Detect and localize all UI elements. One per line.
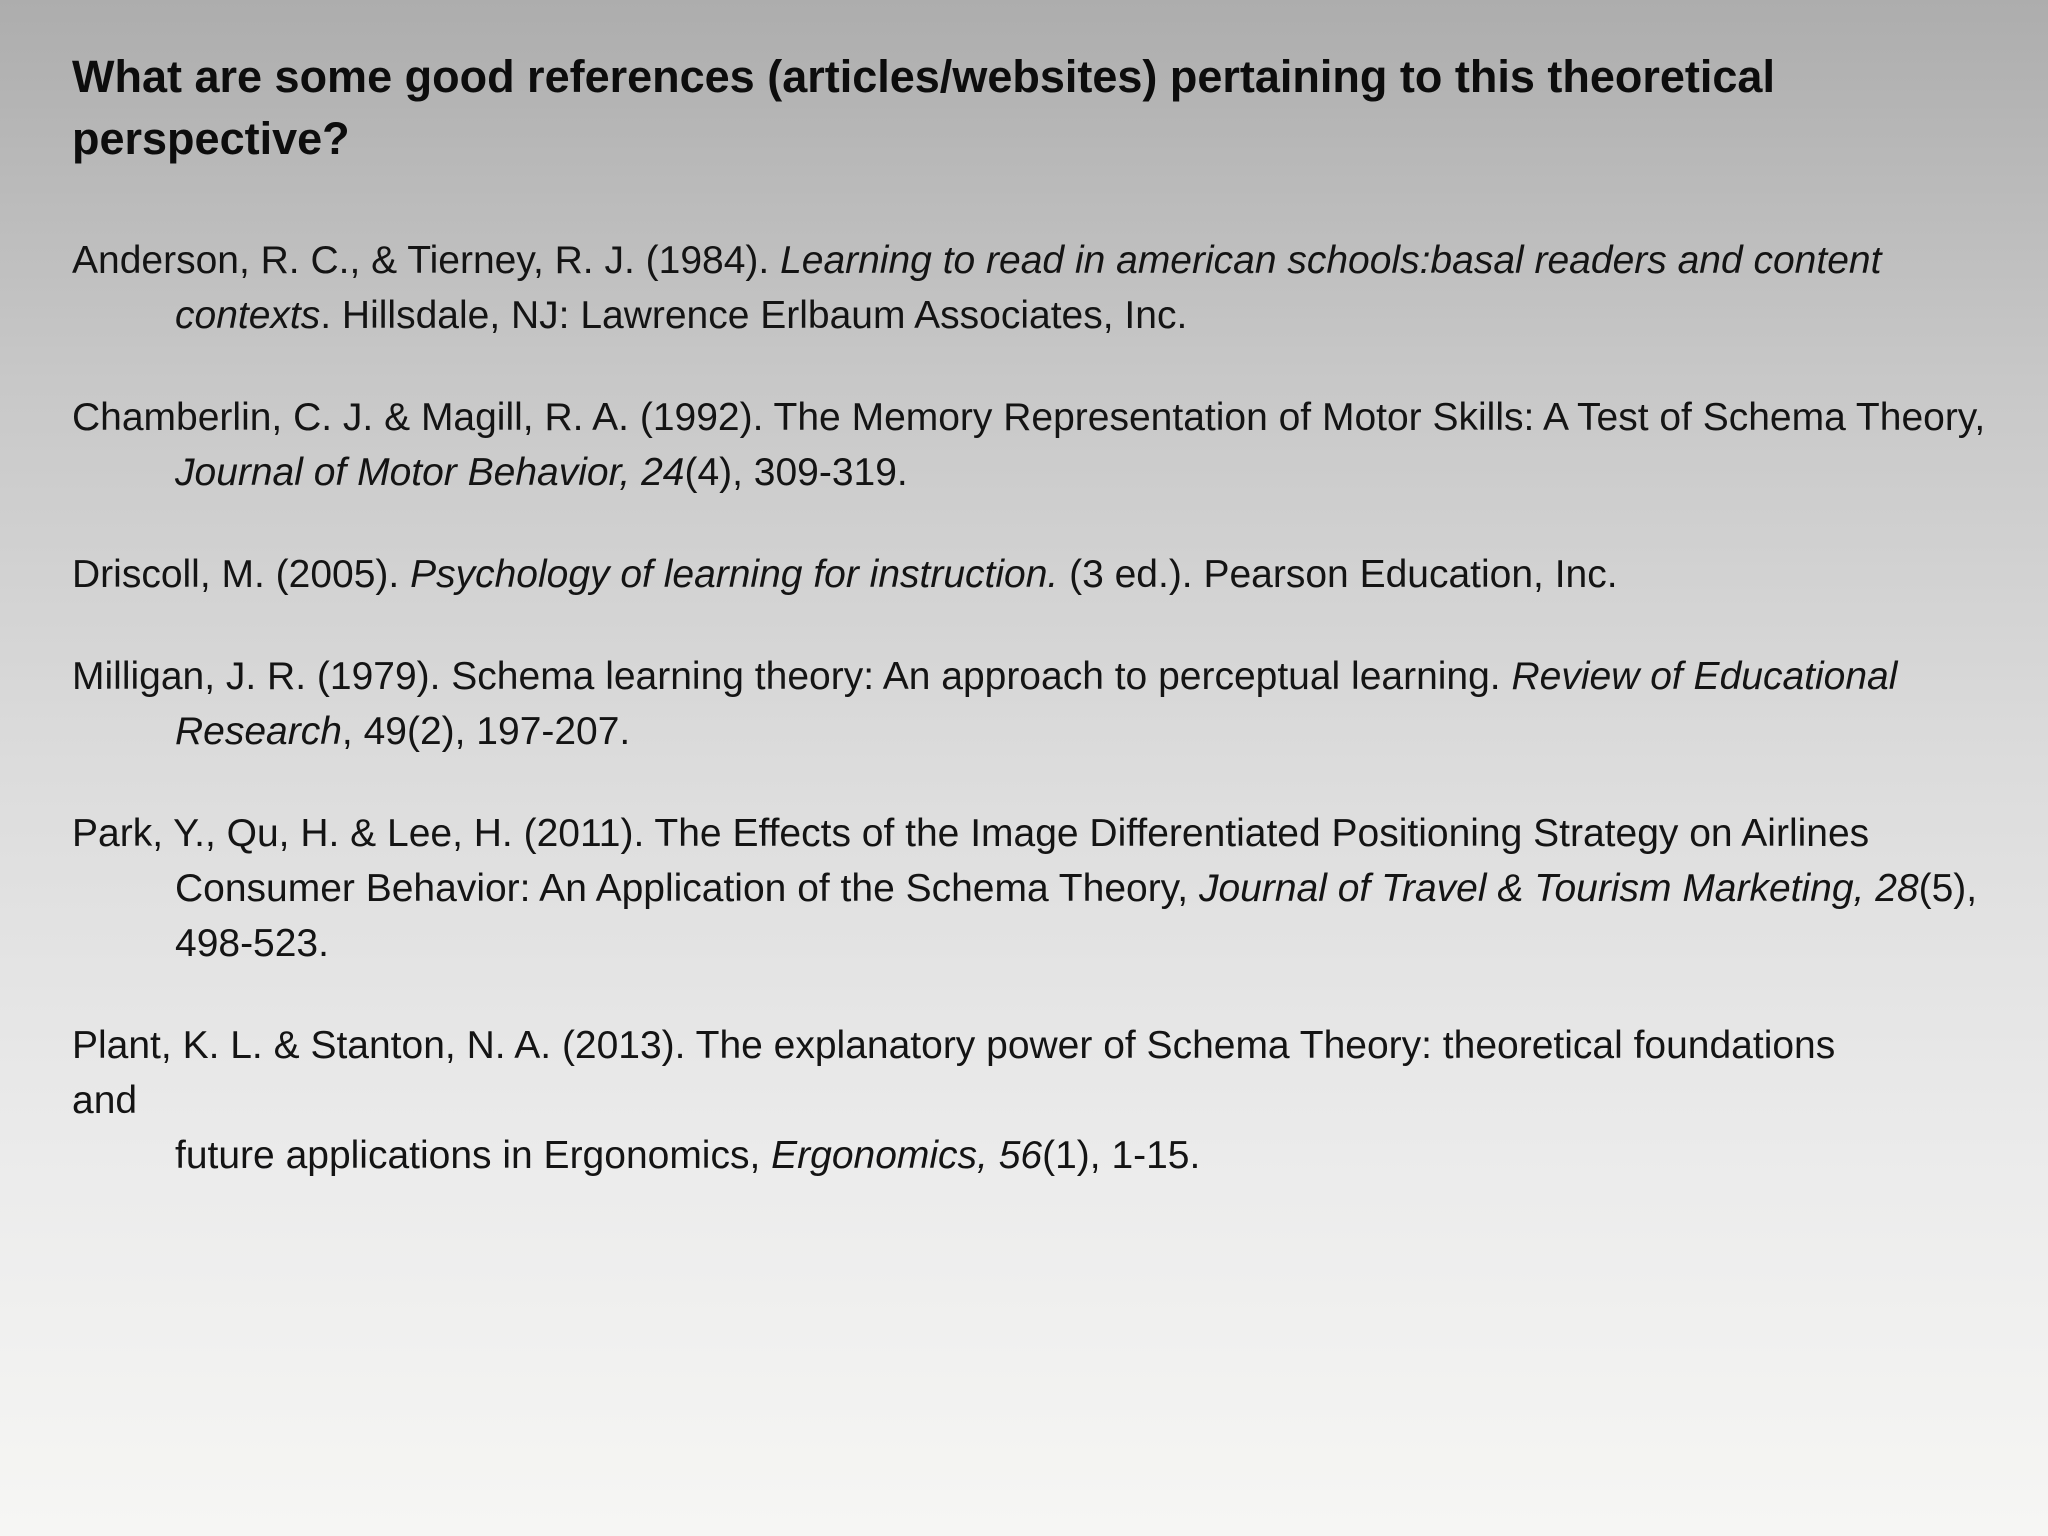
reference-journal: Journal of Travel & Tourism Marketing, 28: [1198, 867, 1919, 910]
reference-wrapped-word: and: [72, 1079, 138, 1122]
reference-item-milligan: [72, 649, 2012, 759]
reference-publisher: (3 ed.). Pearson Education, Inc.: [1058, 553, 1618, 596]
reference-journal: Ergonomics, 56: [771, 1134, 1043, 1177]
reference-authors: Anderson, R. C., & Tierney, R. J. (1984).: [72, 239, 781, 282]
reference-journal: Review of Educational Research: [175, 655, 1898, 753]
reference-title: Psychology of learning for instruction.: [410, 553, 1059, 596]
reference-title: Learning to read in american schools:basal readers and content contexts: [175, 239, 1882, 337]
slide-title: What are some good references (articles/websites) pertaining to this theoretical perspective?: [72, 51, 1775, 164]
reference-authors: Driscoll, M. (2005).: [72, 553, 411, 596]
reference-authors: Park, Y., Qu, H. & Lee, H. (2011). The Effects of the Image Differentiated Positioning Strategy on Airlines Consumer Behavior: An Application of the Schema Theory,: [72, 812, 1870, 910]
reference-issue-pages: (4), 309-319.: [684, 451, 908, 494]
reference-continuation: [175, 1128, 2012, 1183]
reference-item-chamberlin: [72, 390, 2012, 500]
reference-list: [72, 233, 2012, 1230]
reference-item-driscoll: [72, 547, 2012, 602]
reference-journal: Journal of Motor Behavior, 24: [175, 451, 685, 494]
reference-item-anderson: [72, 233, 2012, 343]
reference-item-plant: [72, 1018, 2012, 1183]
reference-item-park: [72, 806, 2012, 971]
reference-issue-pages: , 49(2), 197-207.: [341, 710, 631, 753]
reference-title-end: future applications in Ergonomics,: [175, 1134, 772, 1177]
reference-issue-pages: (1), 1-15.: [1042, 1134, 1201, 1177]
reference-authors: Chamberlin, C. J. & Magill, R. A. (1992). The Memory Representation of Motor Skills: A Test of Schema Theory,: [72, 396, 1986, 439]
reference-authors: Milligan, J. R. (1979). Schema learning theory: An approach to perceptual learning.: [72, 655, 1512, 698]
reference-authors: Plant, K. L. & Stanton, N. A. (2013). The explanatory power of Schema Theory: theoretical foundations: [72, 1024, 1836, 1067]
reference-issue-pages: (5), 498-523.: [175, 867, 1978, 965]
reference-publisher: . Hillsdale, NJ: Lawrence Erlbaum Associates, Inc.: [320, 294, 1188, 337]
